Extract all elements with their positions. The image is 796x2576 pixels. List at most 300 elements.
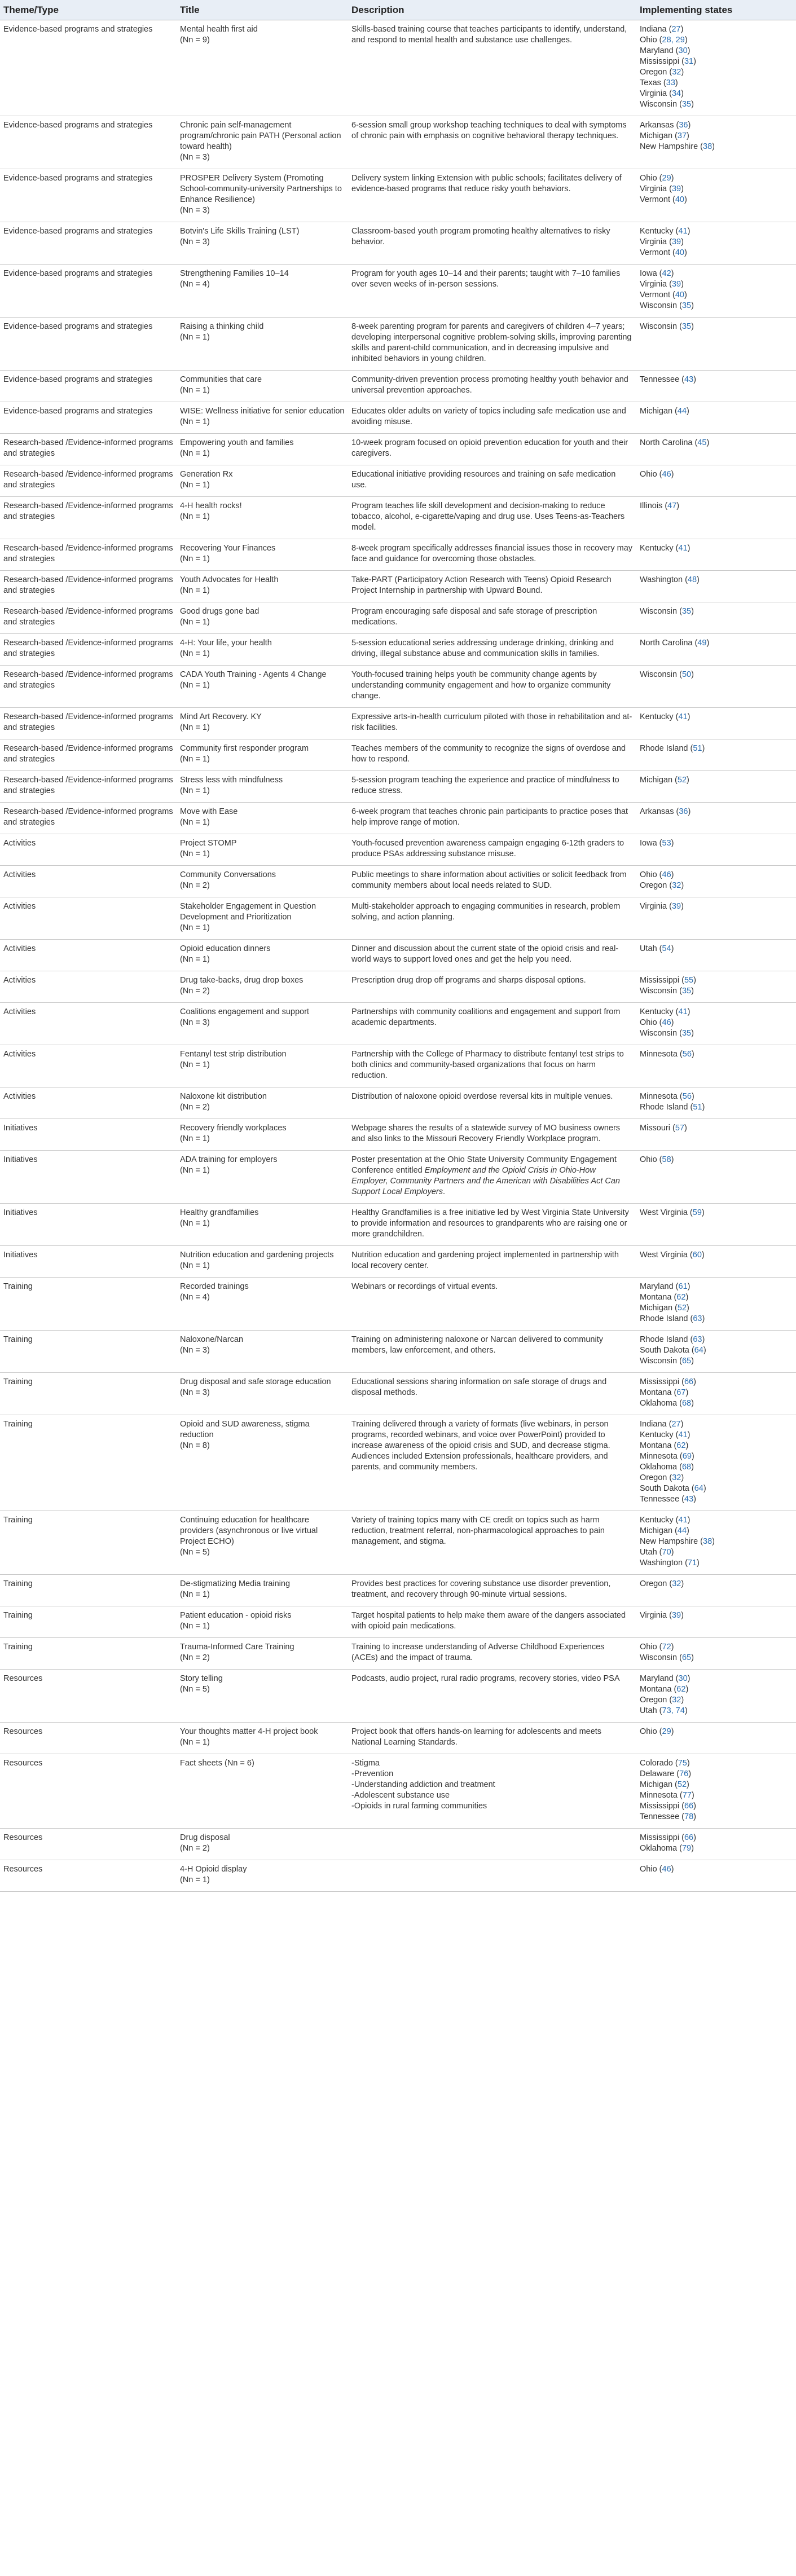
program-title: Drug disposal and safe storage education [180, 1377, 331, 1386]
reference-link[interactable]: 40 [675, 248, 684, 257]
state-entry: New Hampshire (38) [640, 142, 715, 151]
table-row [0, 1373, 796, 1415]
cell-description: Webinars or recordings of virtual events. [348, 1278, 636, 1331]
state-name: Minnesota [640, 1092, 678, 1101]
reference-link[interactable]: 57 [675, 1124, 684, 1133]
reference-link[interactable]: 42 [662, 269, 671, 278]
state-entry: Rhode Island (63) [640, 1314, 705, 1323]
reference-link[interactable]: 46 [662, 1865, 671, 1874]
reference-link[interactable]: 76 [679, 1769, 689, 1778]
cell-theme: Evidence-based programs and strategies [0, 222, 177, 265]
reference-link[interactable]: 39 [671, 237, 681, 246]
state-name: Virginia [640, 237, 667, 246]
cell-states [636, 318, 796, 371]
cell-description: 8-week parenting program for parents and caregivers of children 4–7 years; developing interpersonal cognitive problem-solving skills, improving parenting skills and parent-child communication, and in decreasing impulsive and inhibited behaviors in young children. [348, 318, 636, 371]
reference-link[interactable]: 41 [678, 1516, 688, 1525]
reference-link[interactable]: 46 [662, 470, 671, 479]
cell-states [636, 1331, 796, 1373]
reference-link[interactable]: 32 [672, 1579, 681, 1588]
cell-title [177, 1045, 348, 1087]
header-states: Implementing states [636, 0, 796, 20]
table-row [0, 497, 796, 539]
cell-description: Target hospital patients to help make them aware of the dangers associated with opioid pain medications. [348, 1606, 636, 1638]
cell-theme: Resources [0, 1829, 177, 1860]
program-title: ADA training for employers [180, 1155, 278, 1164]
state-name: Oregon [640, 1579, 667, 1588]
cell-theme: Research-based /Evidence-informed programs and strategies [0, 465, 177, 497]
reference-link[interactable]: 36 [679, 121, 688, 130]
cell-description: Prescription drug drop off programs and sharps disposal options. [348, 971, 636, 1003]
cell-title [177, 1415, 348, 1511]
state-entry: Michigan (52) [640, 776, 689, 785]
state-entry: Texas (33) [640, 78, 678, 87]
reference-link[interactable]: 30 [678, 1674, 688, 1683]
cell-theme: Initiatives [0, 1119, 177, 1151]
table-row [0, 1638, 796, 1670]
reference-link[interactable]: 59 [692, 1208, 702, 1217]
program-count: (Nn = 3) [180, 1388, 210, 1397]
table-row [0, 371, 796, 402]
cell-theme: Evidence-based programs and strategies [0, 116, 177, 169]
cell-states [636, 708, 796, 739]
cell-title [177, 971, 348, 1003]
description-line: -Adolescent substance use [351, 1791, 450, 1800]
state-entry: Rhode Island (63) [640, 1335, 705, 1344]
cell-description: Youth-focused prevention awareness campaign engaging 6-12th graders to produce PSAs addressing substance misuse. [348, 834, 636, 866]
cell-theme: Activities [0, 897, 177, 940]
reference-link[interactable]: 65 [681, 1357, 692, 1366]
reference-link[interactable]: 35 [681, 987, 692, 996]
state-entry: Ohio (29) [640, 174, 674, 183]
reference-link[interactable]: 35 [681, 301, 692, 310]
program-title: Empowering youth and families [180, 438, 294, 447]
reference-link[interactable]: 65 [681, 1653, 692, 1662]
reference-link[interactable]: 44 [677, 407, 687, 416]
state-entry: Minnesota (56) [640, 1092, 694, 1101]
description-line: -Stigma [351, 1759, 380, 1768]
state-entry: Kentucky (41) [640, 1516, 691, 1525]
program-title: Recovery friendly workplaces [180, 1124, 287, 1133]
reference-link[interactable]: 32 [672, 1473, 681, 1482]
program-title: 4-H Opioid display [180, 1865, 247, 1874]
reference-link[interactable]: 58 [662, 1155, 671, 1164]
table-row [0, 318, 796, 371]
cell-title [177, 20, 348, 116]
program-title: De-stigmatizing Media training [180, 1579, 291, 1588]
reference-link[interactable]: 48 [687, 575, 697, 584]
cell-states [636, 169, 796, 222]
state-name: Iowa [640, 269, 657, 278]
cell-theme: Training [0, 1511, 177, 1575]
state-entry: Illinois (47) [640, 501, 680, 510]
reference-link[interactable]: 56 [682, 1050, 692, 1059]
reference-link[interactable]: 62 [676, 1685, 686, 1694]
cell-description: Multi-stakeholder approach to engaging communities in research, problem solving, and action planning. [348, 897, 636, 940]
state-entry: Oregon (32) [640, 68, 684, 77]
state-name: Wisconsin [640, 100, 678, 109]
state-entry: Vermont (40) [640, 248, 687, 257]
reference-link[interactable]: 41 [678, 1430, 688, 1439]
reference-link[interactable]: 66 [684, 1833, 694, 1842]
reference-link[interactable]: 35 [681, 100, 692, 109]
state-entry: Ohio (58) [640, 1155, 674, 1164]
state-name: Rhode Island [640, 744, 688, 753]
cell-title [177, 739, 348, 771]
reference-link[interactable]: 63 [693, 1314, 702, 1323]
program-title: Drug take-backs, drug drop boxes [180, 976, 304, 985]
program-count: (Nn = 1) [180, 1134, 210, 1143]
reference-link[interactable]: 69 [682, 1452, 692, 1461]
program-title: Drug disposal [180, 1833, 230, 1842]
reference-link[interactable]: 73, 74 [662, 1706, 685, 1715]
reference-link[interactable]: 31 [684, 57, 694, 66]
cell-title [177, 1278, 348, 1331]
reference-link[interactable]: 41 [678, 544, 688, 553]
state-entry: Minnesota (56) [640, 1050, 694, 1059]
reference-link[interactable]: 61 [678, 1282, 688, 1291]
cell-theme: Evidence-based programs and strategies [0, 265, 177, 318]
state-entry: Ohio (46) [640, 1865, 674, 1874]
cell-states [636, 371, 796, 402]
table-row [0, 20, 796, 116]
reference-link[interactable]: 62 [676, 1293, 686, 1302]
reference-link[interactable]: 39 [671, 184, 681, 193]
reference-link[interactable]: 52 [677, 1304, 687, 1313]
cell-title [177, 708, 348, 739]
state-entry: West Virginia (59) [640, 1208, 705, 1217]
cell-title [177, 803, 348, 834]
state-name: West Virginia [640, 1208, 688, 1217]
reference-link[interactable]: 63 [693, 1335, 702, 1344]
reference-link[interactable]: 44 [677, 1526, 687, 1535]
cell-description: Public meetings to share information about activities or solicit feedback from community members about local needs related to SUD. [348, 866, 636, 897]
reference-link[interactable]: 77 [682, 1791, 692, 1800]
cell-theme: Activities [0, 1003, 177, 1045]
program-count: (Nn = 1) [180, 1060, 210, 1069]
reference-link[interactable]: 43 [684, 375, 694, 384]
program-count: (Nn = 3) [180, 1018, 210, 1027]
reference-link[interactable]: 53 [662, 839, 671, 848]
state-entry: Montana (62) [640, 1441, 689, 1450]
state-entry: Oklahoma (68) [640, 1399, 694, 1408]
reference-link[interactable]: 70 [662, 1548, 671, 1557]
cell-states [636, 1670, 796, 1723]
reference-link[interactable]: 75 [678, 1759, 687, 1768]
state-name: Kentucky [640, 712, 674, 721]
program-count: (Nn = 1) [180, 1590, 210, 1599]
reference-link[interactable]: 32 [672, 881, 681, 890]
cell-description: Educates older adults on variety of topics including safe medication use and avoiding misuse. [348, 402, 636, 434]
cell-states [636, 834, 796, 866]
state-name: West Virginia [640, 1250, 688, 1260]
state-name: Wisconsin [640, 301, 678, 310]
cell-description: 6-session small group workshop teaching techniques to deal with symptoms of chronic pain with emphasis on cognitive behavioral therapy techniques. [348, 116, 636, 169]
state-entry: Virginia (39) [640, 902, 684, 911]
program-title: Botvin's Life Skills Training (LST) [180, 227, 300, 236]
reference-link[interactable]: 56 [682, 1092, 692, 1101]
state-name: Mississippi [640, 1377, 680, 1386]
state-entry: Oregon (32) [640, 881, 684, 890]
cell-title [177, 318, 348, 371]
reference-link[interactable]: 54 [662, 944, 671, 953]
reference-link[interactable]: 49 [697, 639, 707, 648]
table-row [0, 1087, 796, 1119]
state-name: Maryland [640, 1282, 674, 1291]
cell-description: Distribution of naloxone opioid overdose reversal kits in multiple venues. [348, 1087, 636, 1119]
cell-theme: Research-based /Evidence-informed programs and strategies [0, 497, 177, 539]
table-row [0, 539, 796, 571]
reference-link[interactable]: 41 [678, 227, 688, 236]
cell-description: Program for youth ages 10–14 and their parents; taught with 7–10 families over seven weeks of in-person sessions. [348, 265, 636, 318]
cell-theme: Research-based /Evidence-informed programs and strategies [0, 634, 177, 666]
program-title: Healthy grandfamilies [180, 1208, 259, 1217]
state-entry: Wisconsin (35) [640, 1029, 694, 1038]
reference-link[interactable]: 66 [684, 1377, 694, 1386]
cell-theme: Activities [0, 866, 177, 897]
reference-link[interactable]: 29 [662, 1727, 671, 1736]
reference-link[interactable]: 39 [671, 1611, 681, 1620]
state-entry: Wisconsin (35) [640, 100, 694, 109]
reference-link[interactable]: 38 [703, 1537, 713, 1546]
reference-link[interactable]: 47 [667, 501, 677, 510]
state-entry: Michigan (37) [640, 131, 689, 140]
state-entry: Montana (62) [640, 1293, 689, 1302]
cell-theme: Training [0, 1638, 177, 1670]
cell-description: Take-PART (Participatory Action Research with Teens) Opioid Research Project Internship in partnership with Upward Bound. [348, 571, 636, 602]
reference-link[interactable]: 28, 29 [662, 36, 685, 45]
reference-link[interactable]: 45 [697, 438, 707, 447]
cell-title [177, 1860, 348, 1892]
program-title: 4-H health rocks! [180, 501, 242, 510]
cell-states [636, 1246, 796, 1278]
reference-link[interactable]: 46 [662, 870, 671, 879]
state-name: Wisconsin [640, 670, 678, 679]
program-count: (Nn = 3) [180, 206, 210, 215]
program-title: Mental health first aid [180, 25, 258, 34]
reference-link[interactable]: 67 [676, 1388, 686, 1397]
table-row [0, 634, 796, 666]
state-entry: Kentucky (41) [640, 544, 691, 553]
reference-link[interactable]: 52 [677, 776, 687, 785]
cell-description: Program encouraging safe disposal and safe storage of prescription medications. [348, 602, 636, 634]
state-entry: Arkansas (36) [640, 807, 691, 816]
program-title: Fentanyl test strip distribution [180, 1050, 287, 1059]
reference-link[interactable]: 50 [681, 670, 692, 679]
cell-description: Youth-focused training helps youth be community change agents by understanding community engagement and how to organize community change. [348, 666, 636, 708]
reference-link[interactable]: 32 [672, 68, 681, 77]
program-count: (Nn = 2) [180, 1103, 210, 1112]
program-title: Fact sheets [180, 1759, 222, 1768]
state-entry: Mississippi (66) [640, 1833, 696, 1842]
state-name: Wisconsin [640, 1029, 678, 1038]
state-name: Minnesota [640, 1452, 678, 1461]
program-count: (Nn = 9) [180, 36, 210, 45]
table-row [0, 897, 796, 940]
reference-link[interactable]: 51 [693, 1103, 702, 1112]
state-entry: Virginia (34) [640, 89, 684, 98]
cell-title [177, 169, 348, 222]
reference-link[interactable]: 71 [687, 1558, 697, 1567]
reference-link[interactable]: 35 [681, 322, 692, 331]
state-entry: Tennessee (43) [640, 375, 696, 384]
reference-link[interactable]: 40 [675, 290, 684, 300]
cell-title [177, 222, 348, 265]
state-name: Kentucky [640, 1516, 674, 1525]
state-name: Wisconsin [640, 607, 678, 616]
reference-link[interactable]: 55 [684, 976, 694, 985]
cell-title [177, 571, 348, 602]
cell-states [636, 771, 796, 803]
cell-theme: Initiatives [0, 1204, 177, 1246]
reference-link[interactable]: 39 [671, 902, 681, 911]
state-name: Indiana [640, 1420, 667, 1429]
program-title: Strengthening Families 10–14 [180, 269, 289, 278]
table-row [0, 571, 796, 602]
cell-theme: Activities [0, 971, 177, 1003]
state-name: Washington [640, 575, 683, 584]
cell-title [177, 771, 348, 803]
state-name: New Hampshire [640, 142, 698, 151]
reference-link[interactable]: 32 [672, 1696, 681, 1705]
reference-link[interactable]: 68 [681, 1399, 692, 1408]
table-row [0, 666, 796, 708]
cell-theme: Training [0, 1278, 177, 1331]
cell-states [636, 1003, 796, 1045]
cell-states [636, 803, 796, 834]
cell-states [636, 1278, 796, 1331]
table-row [0, 1204, 796, 1246]
program-count: (Nn = 1) [180, 649, 210, 658]
cell-description: Training on administering naloxone or Narcan delivered to community members, law enforcement, and others. [348, 1331, 636, 1373]
cell-title [177, 1670, 348, 1723]
cell-theme: Training [0, 1415, 177, 1511]
state-entry: Oregon (32) [640, 1473, 684, 1482]
reference-link[interactable]: 38 [703, 142, 713, 151]
state-entry: Ohio (29) [640, 1727, 674, 1736]
program-title: Project STOMP [180, 839, 237, 848]
state-name: Michigan [640, 1304, 673, 1313]
reference-link[interactable]: 27 [671, 25, 681, 34]
program-title: Opioid education dinners [180, 944, 271, 953]
cell-theme: Resources [0, 1723, 177, 1754]
state-name: Montana [640, 1441, 672, 1450]
reference-link[interactable]: 37 [677, 131, 687, 140]
reference-link[interactable]: 41 [678, 1007, 688, 1016]
program-title: Stress less with mindfulness [180, 776, 283, 785]
cell-states [636, 20, 796, 116]
reference-link[interactable]: 51 [693, 744, 702, 753]
program-count: (Nn = 2) [180, 881, 210, 890]
header-title: Title [177, 0, 348, 20]
state-name: Tennessee [640, 375, 680, 384]
program-title: Naloxone kit distribution [180, 1092, 267, 1101]
cell-description: Teaches members of the community to recognize the signs of overdose and how to respond. [348, 739, 636, 771]
reference-link[interactable]: 72 [662, 1643, 671, 1652]
reference-link[interactable]: 35 [681, 1029, 692, 1038]
reference-link[interactable]: 29 [662, 174, 671, 183]
reference-link[interactable]: 33 [666, 78, 675, 87]
program-count: (Nn = 1) [180, 1738, 210, 1747]
cell-states [636, 866, 796, 897]
table-row [0, 1511, 796, 1575]
cell-states [636, 265, 796, 318]
program-title: Chronic pain self-management program/chronic pain PATH (Personal action toward health) [180, 121, 341, 151]
program-title: Patient education - opioid risks [180, 1611, 292, 1620]
cell-states [636, 222, 796, 265]
state-entry: Iowa (42) [640, 269, 674, 278]
cell-description [348, 1754, 636, 1829]
program-count: (Nn = 2) [180, 1844, 210, 1853]
state-name: Ohio [640, 36, 657, 45]
state-entry: New Hampshire (38) [640, 1537, 715, 1546]
program-title: Raising a thinking child [180, 322, 264, 331]
reference-link[interactable]: 79 [681, 1844, 692, 1853]
reference-link[interactable]: 43 [684, 1495, 694, 1504]
cell-states [636, 1087, 796, 1119]
reference-link[interactable]: 41 [678, 712, 688, 721]
table-row [0, 1331, 796, 1373]
reference-link[interactable]: 78 [684, 1812, 694, 1821]
state-entry: Montana (62) [640, 1685, 689, 1694]
cell-title [177, 1119, 348, 1151]
state-entry: Vermont (40) [640, 290, 687, 300]
reference-link[interactable]: 66 [684, 1802, 694, 1811]
table-row [0, 971, 796, 1003]
state-entry: Mississippi (55) [640, 976, 696, 985]
description-line: -Opioids in rural farming communities [351, 1802, 487, 1811]
reference-link[interactable]: 64 [694, 1484, 703, 1493]
reference-link[interactable]: 35 [681, 607, 692, 616]
cell-title [177, 1003, 348, 1045]
state-entry: Ohio (46) [640, 870, 674, 879]
reference-link[interactable]: 40 [675, 195, 684, 204]
state-name: Montana [640, 1293, 672, 1302]
reference-link[interactable]: 34 [671, 89, 681, 98]
cell-states [636, 497, 796, 539]
reference-link[interactable]: 60 [692, 1250, 702, 1260]
state-name: Utah [640, 944, 657, 953]
state-name: Colorado [640, 1759, 673, 1768]
reference-link[interactable]: 52 [677, 1780, 687, 1789]
reference-link[interactable]: 64 [694, 1346, 703, 1355]
program-title: Coalitions engagement and support [180, 1007, 309, 1016]
state-name: Oklahoma [640, 1399, 678, 1408]
cell-title [177, 1754, 348, 1829]
reference-link[interactable]: 68 [681, 1463, 692, 1472]
reference-link[interactable]: 27 [671, 1420, 681, 1429]
table-row [0, 1119, 796, 1151]
cell-theme: Initiatives [0, 1246, 177, 1278]
cell-title [177, 116, 348, 169]
reference-link[interactable]: 36 [679, 807, 688, 816]
program-count: (Nn = 5) [180, 1685, 210, 1694]
cell-states [636, 116, 796, 169]
program-title: Opioid and SUD awareness, stigma reduction [180, 1420, 310, 1439]
cell-theme: Research-based /Evidence-informed programs and strategies [0, 602, 177, 634]
cell-theme: Activities [0, 834, 177, 866]
state-entry: Virginia (39) [640, 184, 684, 193]
reference-link[interactable]: 30 [678, 46, 688, 55]
state-name: Oregon [640, 881, 667, 890]
program-count: (Nn = 1) [180, 1166, 210, 1175]
reference-link[interactable]: 39 [671, 280, 681, 289]
reference-link[interactable]: 62 [676, 1441, 686, 1450]
cell-theme: Resources [0, 1754, 177, 1829]
state-entry: Maryland (30) [640, 1674, 691, 1683]
state-name: Mississippi [640, 57, 680, 66]
reference-link[interactable]: 46 [662, 1018, 671, 1027]
cell-description: 5-session program teaching the experience and practice of mindfulness to reduce stress. [348, 771, 636, 803]
